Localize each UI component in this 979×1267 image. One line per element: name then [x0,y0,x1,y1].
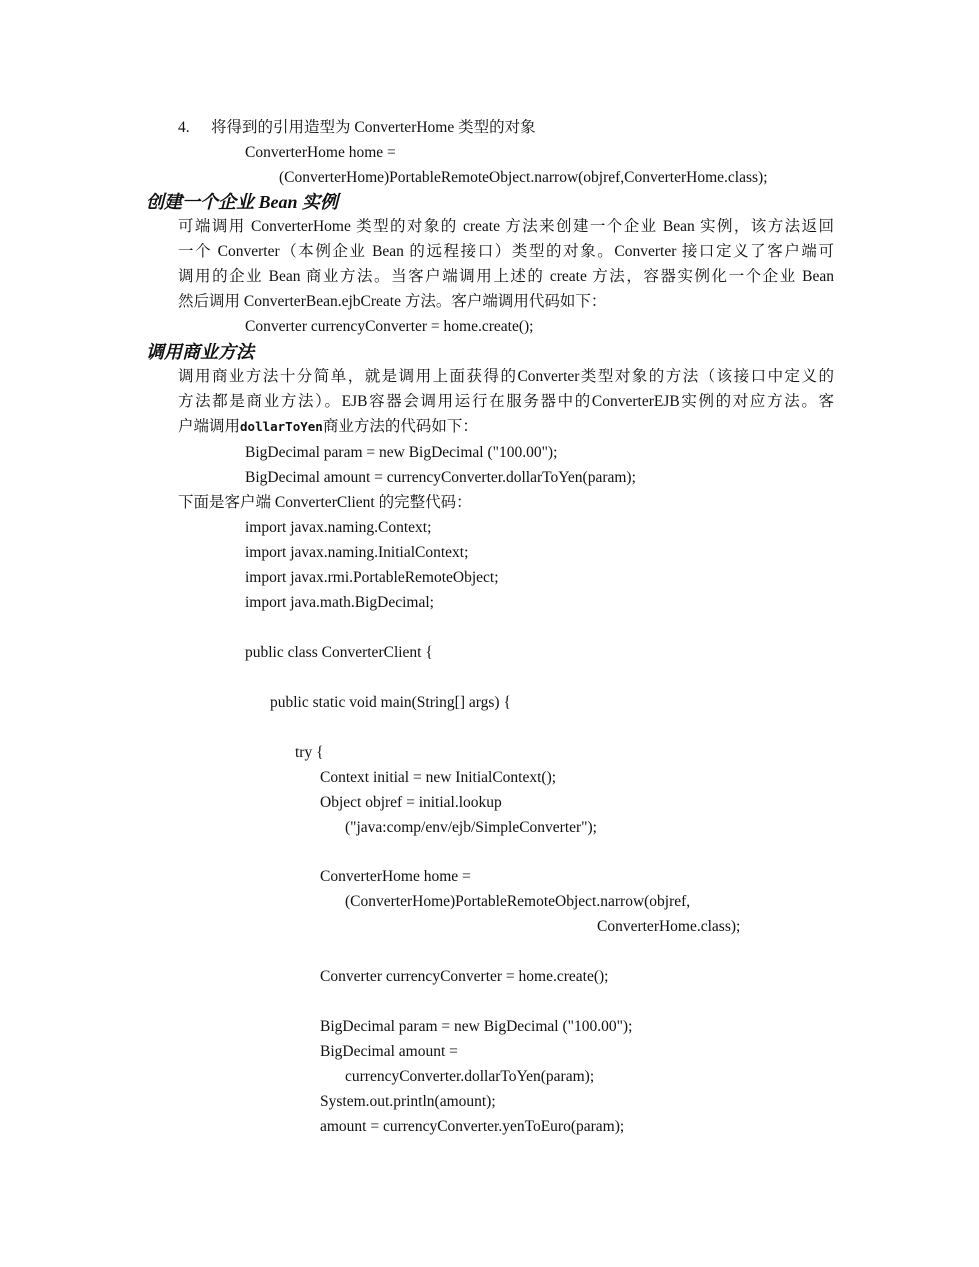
section-heading-create: 创建一个企业 Bean 实例 [146,192,339,212]
paragraph-line: 可端调用 ConverterHome 类型的对象的 create 方法来创建一个企业 Bean 实例，该方法返回 [178,218,834,235]
code-line: amount = currencyConverter.yenToEuro(param); [320,1118,625,1135]
code-line: BigDecimal amount = [320,1043,458,1060]
paragraph-line [178,417,478,437]
create-code-line: Converter currencyConverter = home.create(); [245,318,534,335]
code-line: BigDecimal param = new BigDecimal ("100.00"); [320,1018,633,1035]
import-line: import java.math.BigDecimal; [245,594,434,611]
method-name-inline: dollarToYen [240,419,323,434]
step4-code-line: (ConverterHome)PortableRemoteObject.narrow(objref,ConverterHome.class); [279,169,768,186]
paragraph-prefix: 户端调用 [178,418,241,435]
code-line: ("java:comp/env/ejb/SimpleConverter"); [345,819,597,836]
paragraph-line: 方法都是商业方法）。EJB容器会调用运行在服务器中的ConverterEJB实例的对应方法。客 [178,393,834,410]
main-declaration: public static void main(String[] args) { [270,694,511,711]
paragraph-line: 调用商业方法十分简单，就是调用上面获得的Converter类型对象的方法（该接口中定义的 [178,368,834,385]
code-line: ConverterHome.class); [597,918,741,935]
invoke-code-line: BigDecimal amount = currencyConverter.dollarToYen(param); [245,469,636,486]
step4-code-line: ConverterHome home = [245,144,396,161]
paragraph-line: 调用的企业 Bean 商业方法。当客户端调用上述的 create 方法，容器实例化一个企业 Bean [178,268,834,285]
import-line: import javax.naming.InitialContext; [245,544,469,561]
code-line: System.out.println(amount); [320,1093,496,1110]
paragraph-suffix: 商业方法的代码如下： [322,418,478,435]
step4-text: 将得到的引用造型为 ConverterHome 类型的对象 [211,119,536,136]
step4-number: 4. [178,119,190,136]
class-declaration: public class ConverterClient { [245,644,433,661]
code-line: Converter currencyConverter = home.create(); [320,968,609,985]
client-intro: 下面是客户端 ConverterClient 的完整代码： [178,494,472,511]
import-line: import javax.rmi.PortableRemoteObject; [245,569,499,586]
code-line: (ConverterHome)PortableRemoteObject.narrow(objref, [345,893,691,910]
import-line: import javax.naming.Context; [245,519,432,536]
section-heading-invoke: 调用商业方法 [146,342,254,362]
invoke-code-line: BigDecimal param = new BigDecimal ("100.00"); [245,444,558,461]
code-line: currencyConverter.dollarToYen(param); [345,1068,595,1085]
try-open: try { [295,744,324,761]
code-line: Object objref = initial.lookup [320,794,502,811]
code-line: ConverterHome home = [320,868,471,885]
code-line: Context initial = new InitialContext(); [320,769,557,786]
paragraph-line: 然后调用 ConverterBean.ejbCreate 方法。客户端调用代码如下： [178,293,607,310]
paragraph-line: 一个 Converter（本例企业 Bean 的远程接口）类型的对象。Converter 接口定义了客户端可 [178,243,834,260]
